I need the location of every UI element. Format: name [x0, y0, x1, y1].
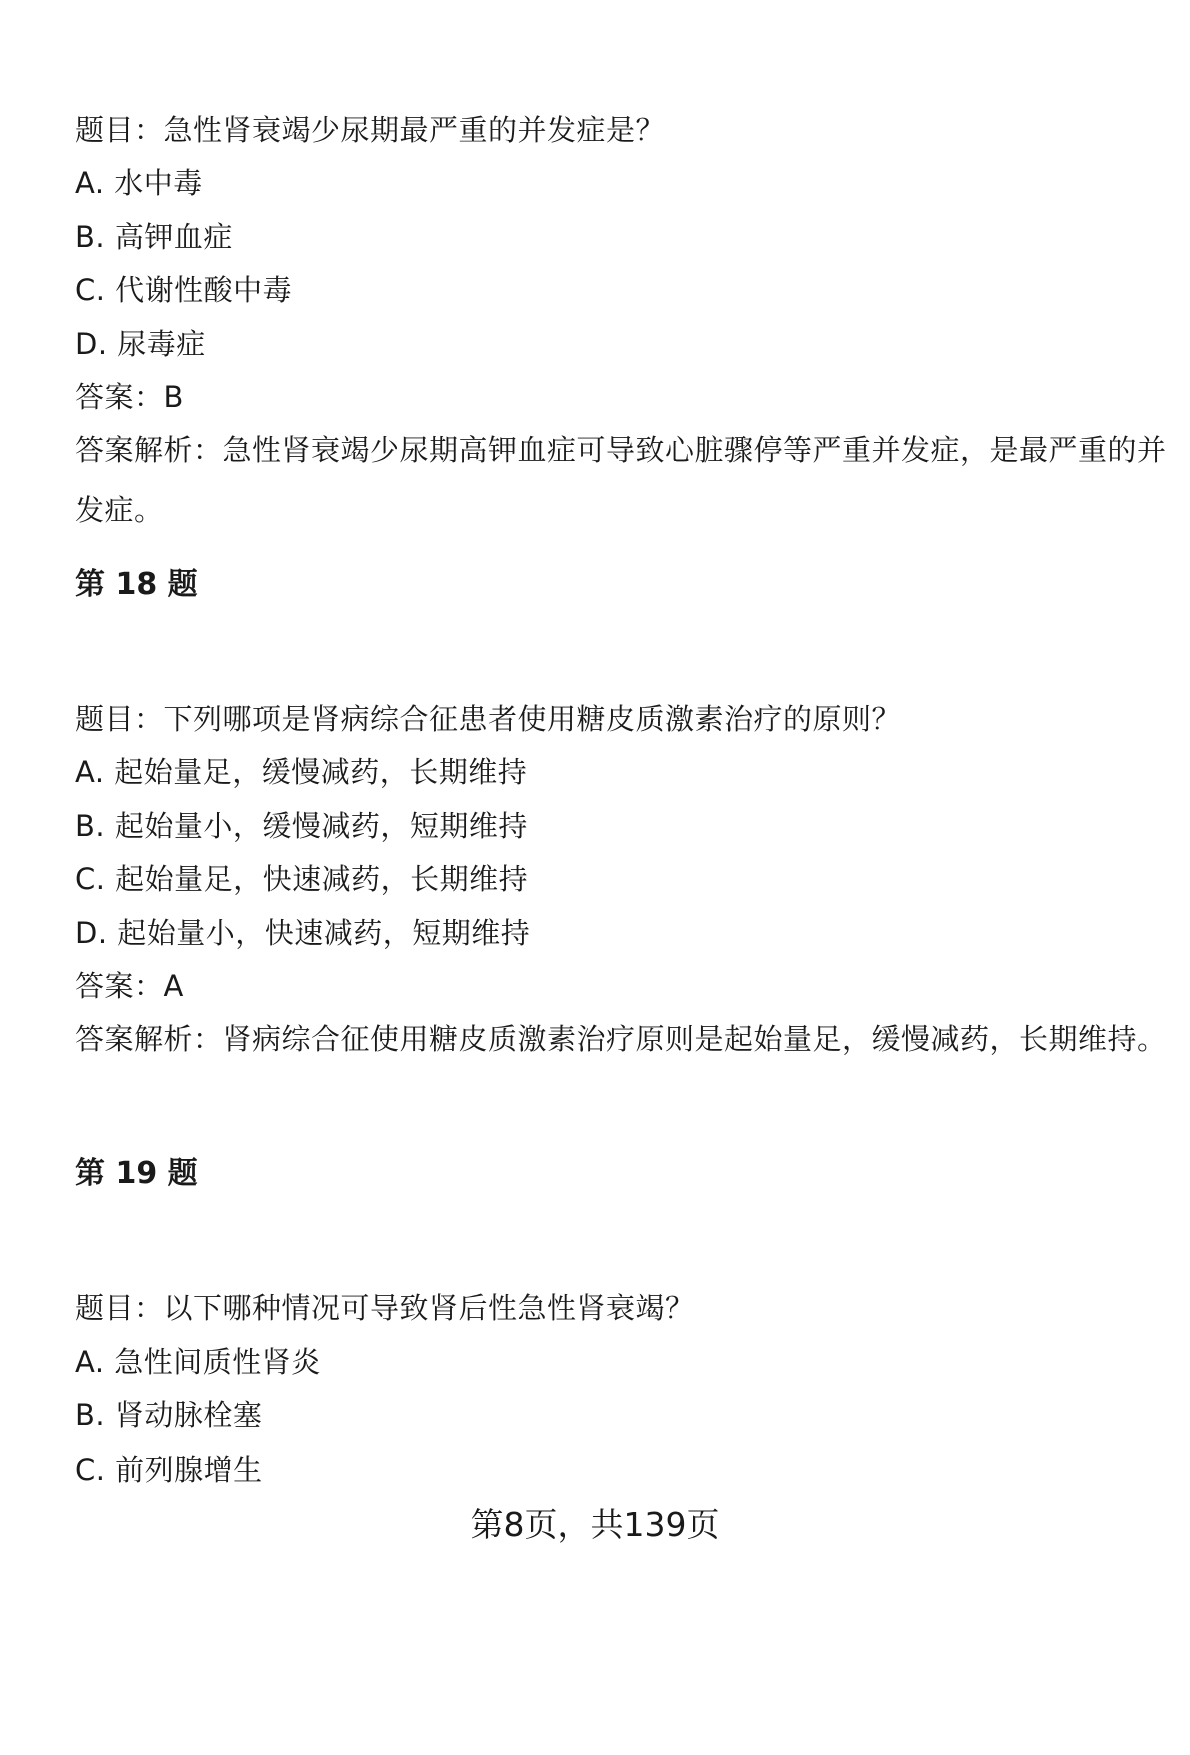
question-heading: 第 19 题 — [75, 1156, 198, 1191]
option-a: A. 起始量足，缓慢减药，长期维持 — [75, 755, 528, 789]
option-a: A. 水中毒 — [75, 166, 203, 200]
option-c: C. 起始量足，快速减药，长期维持 — [75, 862, 529, 896]
option-b: B. 起始量小，缓慢减药，短期维持 — [75, 809, 528, 843]
option-a: A. 急性间质性肾炎 — [75, 1345, 321, 1379]
option-d: D. 起始量小，快速减药，短期维持 — [75, 916, 531, 950]
option-b: B. 肾动脉栓塞 — [75, 1398, 263, 1432]
question-stem: 题目：急性肾衰竭少尿期最严重的并发症是？ — [75, 113, 666, 147]
answer: 答案：A — [75, 969, 184, 1003]
answer: 答案：B — [75, 380, 184, 414]
answer-explanation: 答案解析：急性肾衰竭少尿期高钾血症可导致心脏骤停等严重并发症，是最严重的并发症。 — [75, 433, 1167, 527]
question-heading: 第 18 题 — [75, 567, 198, 602]
page-indicator: 第8页，共139页 — [470, 1505, 720, 1544]
option-d: D. 尿毒症 — [75, 327, 206, 361]
answer-explanation: 答案解析：肾病综合征使用糖皮质激素治疗原则是起始量足，缓慢减药，长期维持。 — [75, 1022, 1167, 1056]
question-stem: 题目：下列哪项是肾病综合征患者使用糖皮质激素治疗的原则？ — [75, 702, 902, 736]
question-stem: 题目：以下哪种情况可导致肾后性急性肾衰竭？ — [75, 1291, 695, 1325]
option-c: C. 前列腺增生 — [75, 1453, 263, 1487]
option-c: C. 代谢性酸中毒 — [75, 273, 293, 307]
option-b: B. 高钾血症 — [75, 220, 233, 254]
